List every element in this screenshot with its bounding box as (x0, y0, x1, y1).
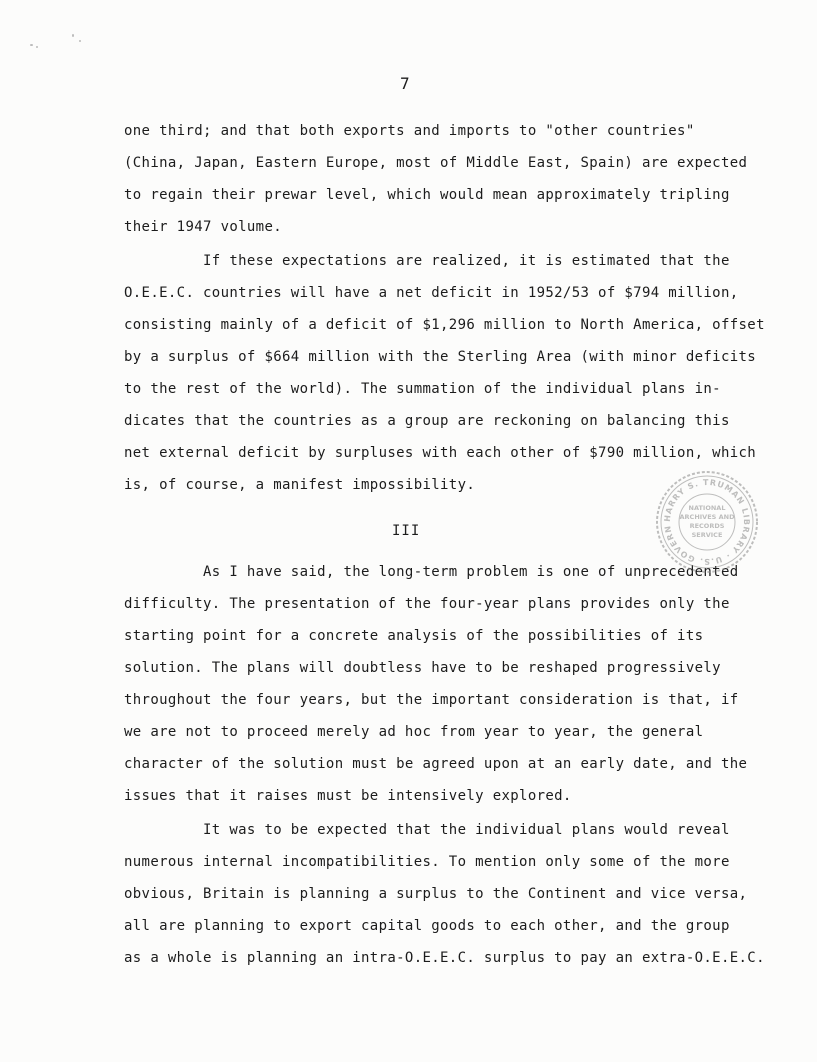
paragraph-3-line-5: throughout the four years, but the important consideration is that, if (124, 692, 739, 708)
scan-speck (30, 44, 33, 46)
paragraph-2-line-2: O.E.E.C. countries will have a net deficit in 1952/53 of $794 million, (124, 285, 739, 301)
page-number: 7 (400, 74, 411, 93)
paragraph-1-line-2: (China, Japan, Eastern Europe, most of Middle East, Spain) are expected (124, 155, 748, 171)
paragraph-2-line-5: to the rest of the world). The summation of the individual plans in- (124, 381, 721, 397)
paragraph-4-line-1: It was to be expected that the individual plans would reveal (203, 822, 730, 838)
paragraph-2-line-3: consisting mainly of a deficit of $1,296 million to North America, offset (124, 317, 765, 333)
paragraph-4-line-4: all are planning to export capital goods to each other, and the group (124, 918, 730, 934)
scan-speck (72, 34, 74, 37)
svg-text:RECORDS: RECORDS (689, 522, 725, 530)
paragraph-3-line-2: difficulty. The presentation of the four-year plans provides only the (124, 596, 730, 612)
paragraph-2-line-1: If these expectations are realized, it is estimated that the (203, 253, 730, 269)
archive-stamp-seal (655, 470, 759, 574)
svg-text:SERVICE: SERVICE (691, 531, 723, 539)
paragraph-4-line-2: numerous internal incompatibilities. To mention only some of the more (124, 854, 730, 870)
paragraph-2-line-4: by a surplus of $664 million with the Sterling Area (with minor deficits (124, 349, 757, 365)
svg-text:HARRY S. TRUMAN LIBRARY · U.S.: HARRY S. TRUMAN LIBRARY · U.S. GOVERN (662, 477, 752, 567)
section-heading: III (392, 523, 421, 539)
paragraph-3-line-8: issues that it raises must be intensively explored. (124, 788, 572, 804)
scan-speck (79, 40, 81, 42)
paragraph-1-line-3: to regain their prewar level, which would mean approximately tripling (124, 187, 730, 203)
paragraph-1-line-1: one third; and that both exports and imports to "other countries" (124, 123, 695, 139)
paragraph-2-line-6: dicates that the countries as a group are reckoning on balancing this (124, 413, 730, 429)
svg-text:ARCHIVES AND: ARCHIVES AND (679, 513, 735, 521)
paragraph-4-line-5: as a whole is planning an intra-O.E.E.C. surplus to pay an extra-O.E.E.C. (124, 950, 765, 966)
archive-stamp (655, 470, 759, 574)
paragraph-3-line-4: solution. The plans will doubtless have to be reshaped progressively (124, 660, 721, 676)
paragraph-2-line-7: net external deficit by surpluses with each other of $790 million, which (124, 445, 757, 461)
paragraph-3-line-7: character of the solution must be agreed upon at an early date, and the (124, 756, 748, 772)
scan-speck (36, 46, 38, 48)
paragraph-2-line-8: is, of course, a manifest impossibility. (124, 477, 476, 493)
svg-text:NATIONAL: NATIONAL (688, 504, 726, 512)
paragraph-3-line-1: As I have said, the long-term problem is one of unprecedented (203, 564, 739, 580)
paragraph-4-line-3: obvious, Britain is planning a surplus to the Continent and vice versa, (124, 886, 748, 902)
paragraph-1-line-4: their 1947 volume. (124, 219, 283, 235)
paragraph-3-line-6: we are not to proceed merely ad hoc from year to year, the general (124, 724, 704, 740)
paragraph-3-line-3: starting point for a concrete analysis of the possibilities of its (124, 628, 704, 644)
